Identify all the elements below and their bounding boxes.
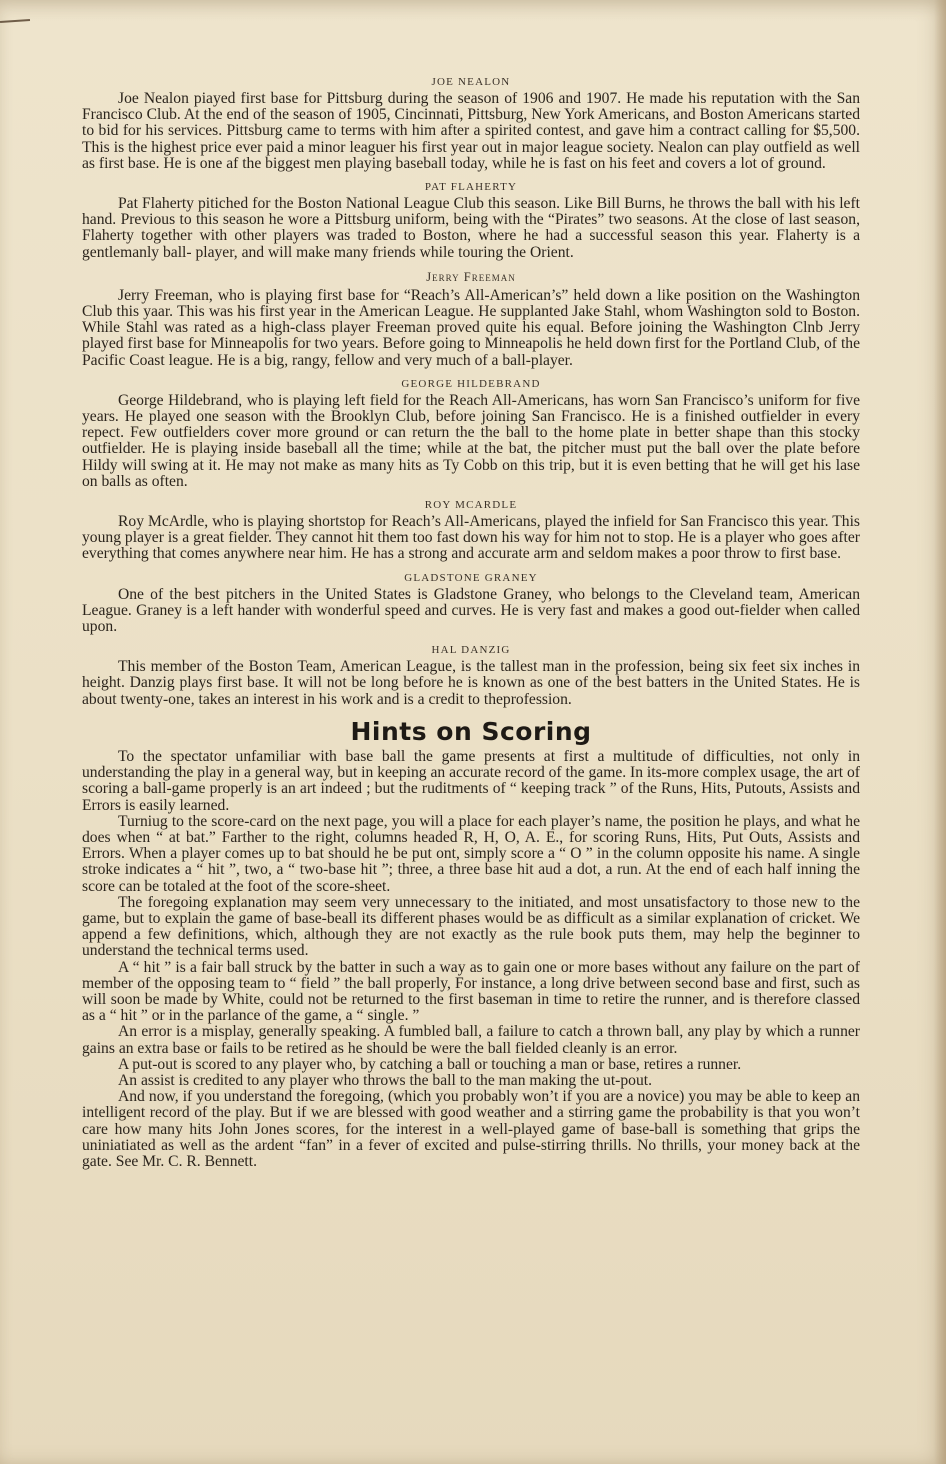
hints-paragraph: To the spectator unfamiliar with base ball the game presents at first a multitude of difficulties, not only in understanding the play in a general way, but in keeping an accurate record of the game. In its-more complex usage, the art of scoring a ball-game properly is an art indeed ; but the ruditments of “ keeping track ” of the Runs, Hits, Putouts, Assists and Errors is easily learned.	[82, 747, 860, 814]
article-joe-nealon	[82, 76, 860, 172]
article-body: George Hildebrand, who is playing left field for the Reach All-Americans, has worn San Francisco’s uniform for five years. He played one season with the Brooklyn Club, before joining San Francisco. He is a finished outfielder in every repect. Few outfielders cover more ground or can return the the ball to the home plate in better shape than this stocky outfielder. He is playing inside baseball all the time; while at the bat, the pitcher must put the ball over the plate before Hildy will swing at it. He may not make as many hits as Ty Cobb on this trip, but it is even betting that he will get his lase on balls as often.	[82, 391, 860, 490]
article-body: One of the best pitchers in the United States is Gladstone Graney, who belongs to the Cleveland team, American League. Graney is a left hander with wonderful speed and curves. He is very fast and makes a good out-fielder when called upon.	[82, 585, 860, 636]
hints-paragraph: And now, if you understand the foregoing, (which you probably won’t if you are a novice) you may be able to keep an intelligent record of the play. But if we are blessed with good weather and a stirring game the probability is that you won’t care how many hits John Jones scores, for the interest in a well-played game of base-ball is something that grips the uniniatiated as well as the ardent “fan” in a fever of excited and pulse-stirring thrills. No thrills, your money back at the gate. See Mr. C. R. Bennett.	[82, 1088, 860, 1170]
article-heading: HAL DANZIG	[431, 644, 511, 657]
article-body: Pat Flaherty pitiched for the Boston National League Club this season. Like Bill Burns, he throws the ball with his left hand. Previous to this season he wore a Pittsburg uniform, being with the “Pirates” two seasons. At the close of last season, Flaherty together with other players was traded to Boston, where he had a successful season this year. Flaherty is a gentlemanly ball- player, and will make many friends while touring the Orient.	[82, 195, 860, 261]
article-jerry-freeman	[82, 270, 860, 369]
article-gladstone-graney	[82, 572, 860, 636]
hints-paragraph: The foregoing explanation may seem very unnecessary to the initiated, and most unsatisfactory to those new to the game, but to explain the game of base-beall its different phases would be as difficult as a similar explanation of cricket. We append a few definitions, which, although they are not exactly as the rule book puts them, may help the beginner to understand the technical terms used.	[82, 893, 860, 960]
article-heading: GEORGE HILDEBRAND	[401, 377, 541, 390]
section-title: Hints on Scoring	[350, 716, 592, 746]
article-roy-mcardle	[82, 499, 860, 563]
article-george-hildebrand	[82, 378, 860, 490]
article-heading: Jerry Freeman	[426, 269, 516, 284]
hints-paragraph: Turniug to the score-card on the next page, you will a place for each player’s name, the position he plays, and what he does when “ at bat.” Farther to the right, columns headed R, H, O, A. E., for scoring Runs, Hits, Put Outs, Assists and Errors. When a player comes up to bat should he be put ont, simply score a “ O ” in the column opposite his name. A single stroke indicates a “ hit ”, two, a “ two-base hit ”; three, a three base hit aud a dot, a run. At the end of each half inning the score can be totaled at the foot of the score-sheet.	[82, 812, 860, 895]
article-heading: GLADSTONE GRANEY	[404, 571, 538, 584]
article-body: This member of the Boston Team, American League, is the tallest man in the profession, being six feet six inches in height. Danzig plays first base. It will not be long before he is known as one of the best batters in the United States. He is about twenty-one, takes an interest in his work and is a credit to theprofession.	[82, 658, 860, 708]
article-heading: JOE NEALON	[431, 76, 511, 88]
page-edge-mark	[0, 19, 30, 23]
article-body: Roy McArdle, who is playing shortstop for Reach’s All-Americans, played the infield for San Francisco this year. This young player is a great fielder. They cannot hit them too fast down his way for him not to stop. He is a player who goes after everything that comes anywhere near him. He has a strong and accurate arm and seldom makes a poor throw to first base.	[82, 513, 860, 563]
article-body: Jerry Freeman, who is playing first base for “Reach’s All-American’s” held down a like position on the Washington Club this yaar. This was his first year in the American League. He supplanted Jake Stahl, whom Washington sold to Boston. While Stahl was rated as a high-class player Freeman proved quite his equal. Before joining the Washington Clnb Jerry played first base for Minneapolis for two years. Before going to Minneapolis he held down first for the Portland Club, of the Pacific Coast league. He is a big, rangy, fellow and very much of a ball-player.	[82, 286, 860, 369]
hints-paragraph: A “ hit ” is a fair ball struck by the batter in such a way as to gain one or more bases without any failure on the part of member of the opposing team to “ field ” the ball properly, For instance, a long drive between second base and first, such as will soon be made by White, could not be returned to the first baseman in time to retire the runner, and is therefore classed as a “ hit ” or in the parlance of the game, a “ single. ”	[82, 958, 860, 1025]
hints-paragraph: An error is a misplay, generally speaking. A fumbled ball, a failure to catch a thrown ball, any play by which a runner gains an extra base or fails to be retired as he should be were the ball fielded cleanly is an error.	[82, 1023, 860, 1057]
hints-paragraph: An assist is credited to any player who throws the ball to the man making the ut-pout.	[118, 1071, 652, 1089]
article-pat-flaherty	[82, 181, 860, 261]
article-hal-danzig	[82, 644, 860, 708]
article-body: Joe Nealon piayed first base for Pittsburg during the season of 1906 and 1907. He made his reputation with the San Francisco Club. At the end of the season of 1905, Cincinnati, Pittsburg, New York Americans, and Boston Americans started to bid for his services. Pittsburg came to terms with him after a spirited contest, and gave him a contract calling for $5,500. This is the highest price ever paid a minor leaguer his first year out in major league society. Nealon can play outfield as well as first base. He is one af the biggest men playing baseball today, while he is fast on his feet and covers a lot of ground.	[82, 90, 860, 172]
hints-paragraph: A put-out is scored to any player who, by catching a ball or touching a man or base, retires a runner.	[118, 1055, 742, 1073]
article-heading: PAT FLAHERTY	[424, 181, 518, 194]
article-heading: ROY MCARDLE	[424, 499, 518, 512]
hints-on-scoring-section	[82, 717, 860, 1170]
